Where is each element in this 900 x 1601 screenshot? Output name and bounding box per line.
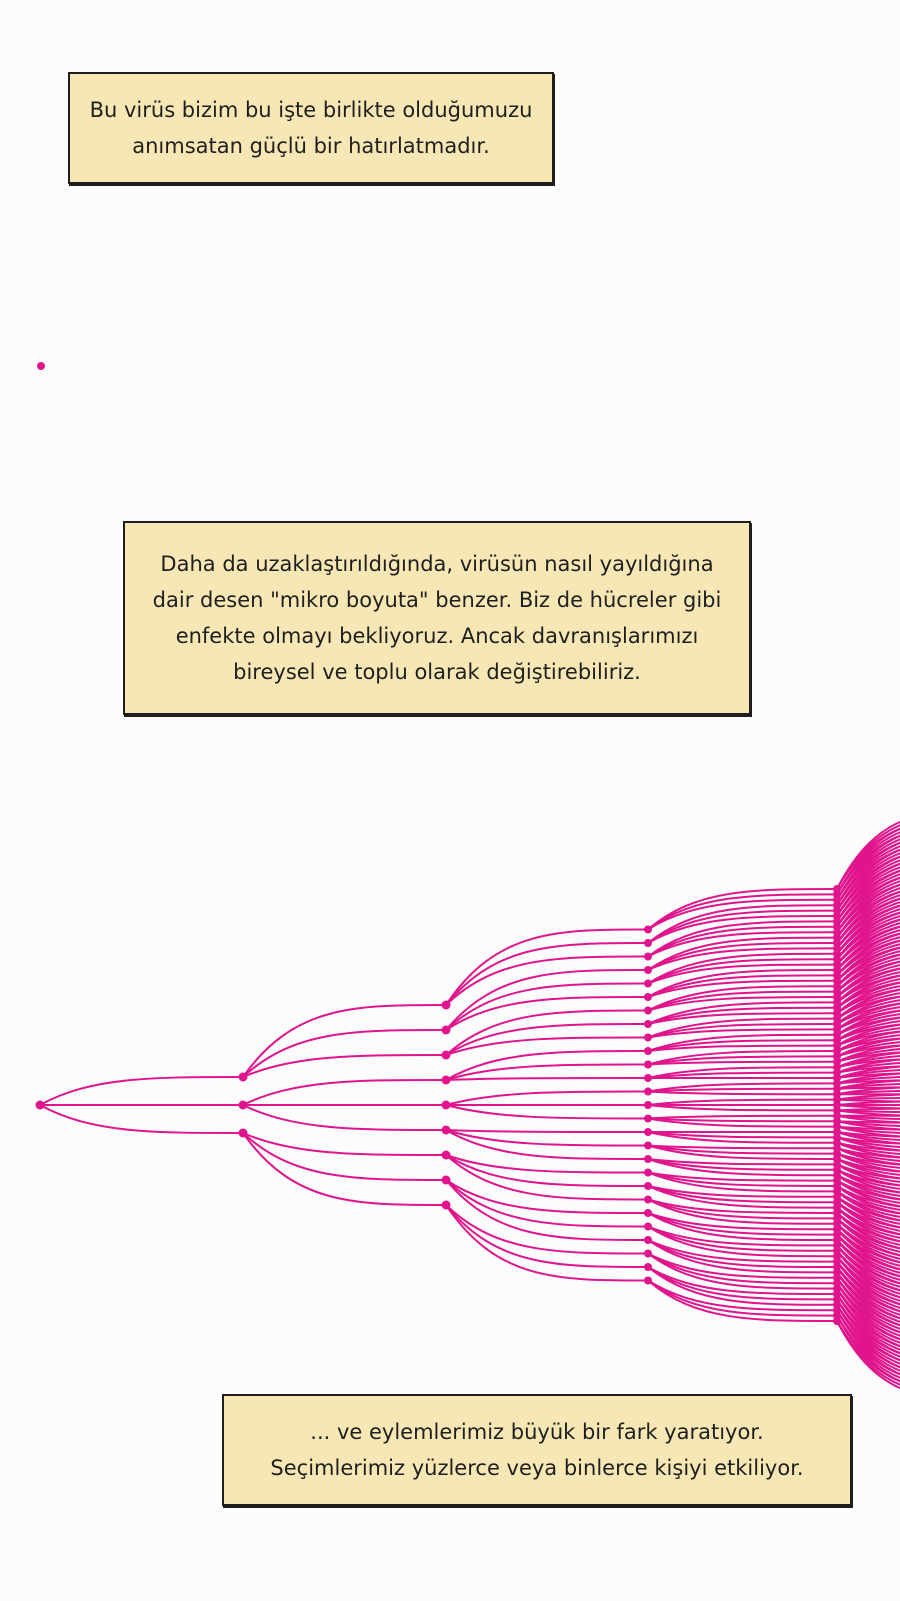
spread-line <box>243 1080 446 1105</box>
spread-line <box>40 1077 243 1105</box>
caption-line: anımsatan güçlü bir hatırlatmadır. <box>132 134 490 158</box>
case-node <box>644 1223 652 1231</box>
case-node <box>442 1076 451 1085</box>
spread-line <box>648 1092 837 1095</box>
case-node <box>644 1061 652 1069</box>
spread-line <box>40 1105 243 1133</box>
case-node <box>442 1001 451 1010</box>
case-node <box>644 1209 652 1217</box>
spread-line <box>648 1008 837 1024</box>
case-node <box>644 1128 652 1136</box>
spread-line <box>446 1078 648 1080</box>
caption-line: dair desen "mikro boyuta" benzer. Biz de hücreler gibi <box>152 588 722 612</box>
case-node <box>442 1176 451 1185</box>
spread-line <box>243 1055 446 1077</box>
case-node <box>644 1263 652 1271</box>
case-node <box>644 1020 652 1028</box>
case-node <box>644 1169 652 1177</box>
case-node <box>239 1101 248 1110</box>
case-node <box>644 1142 652 1150</box>
case-node <box>442 1026 451 1035</box>
spread-line <box>648 1146 837 1149</box>
case-node <box>644 939 652 947</box>
caption-line: enfekte olmayı bekliyoruz. Ancak davranışlarımızı <box>175 624 699 648</box>
case-node <box>644 926 652 934</box>
case-node <box>239 1129 248 1138</box>
case-node <box>833 1317 841 1325</box>
case-node <box>644 1196 652 1204</box>
spread-line <box>243 1105 446 1130</box>
case-node <box>644 1088 652 1096</box>
caption-line: bireysel ve toplu olarak değiştirebiliriz. <box>233 660 641 684</box>
spread-line <box>243 1030 446 1077</box>
caption-line: Bu virüs bizim bu işte birlikte olduğumuzu <box>89 98 533 122</box>
spread-line <box>648 1116 837 1119</box>
spread-line <box>446 984 648 1031</box>
spread-line <box>648 1186 837 1202</box>
case-node <box>644 1101 652 1109</box>
case-node <box>442 1051 451 1060</box>
caption-line: ... ve eylemlerimiz büyük bir fark yaratıyor. <box>310 1420 764 1444</box>
case-node <box>644 1236 652 1244</box>
caption-line: Seçimlerimiz yüzlerce veya binlerce kişiyi etkiliyor. <box>270 1456 804 1480</box>
case-node <box>644 1277 652 1285</box>
spread-line <box>446 1205 648 1281</box>
case-node <box>644 1115 652 1123</box>
case-node <box>644 966 652 974</box>
case-node <box>644 1155 652 1163</box>
case-node <box>644 953 652 961</box>
spread-line <box>446 1130 648 1132</box>
case-node <box>644 1047 652 1055</box>
caption-box-bottom <box>222 1394 852 1506</box>
case-node <box>442 1101 451 1110</box>
case-node <box>442 1126 451 1135</box>
caption-line: Daha da uzaklaştırıldığında, virüsün nasıl yayıldığına <box>160 552 714 576</box>
spread-line <box>446 1180 648 1227</box>
case-node <box>644 993 652 1001</box>
spread-line <box>648 1089 837 1092</box>
case-node <box>644 1007 652 1015</box>
case-node <box>239 1073 248 1082</box>
case-node <box>36 1101 45 1110</box>
spread-line <box>446 1105 648 1119</box>
case-node <box>644 980 652 988</box>
case-node <box>644 1250 652 1258</box>
spread-line <box>446 1155 648 1200</box>
spread-line <box>446 1011 648 1056</box>
case-node <box>644 1074 652 1082</box>
case-node <box>442 1201 451 1210</box>
case-node <box>644 1034 652 1042</box>
spread-line <box>648 1119 837 1122</box>
spread-line <box>446 1092 648 1106</box>
spread-line <box>648 1062 837 1065</box>
spread-line <box>243 1133 446 1180</box>
case-node <box>442 1151 451 1160</box>
case-node <box>644 1182 652 1190</box>
spread-line <box>446 930 648 1006</box>
spread-line <box>243 1133 446 1155</box>
